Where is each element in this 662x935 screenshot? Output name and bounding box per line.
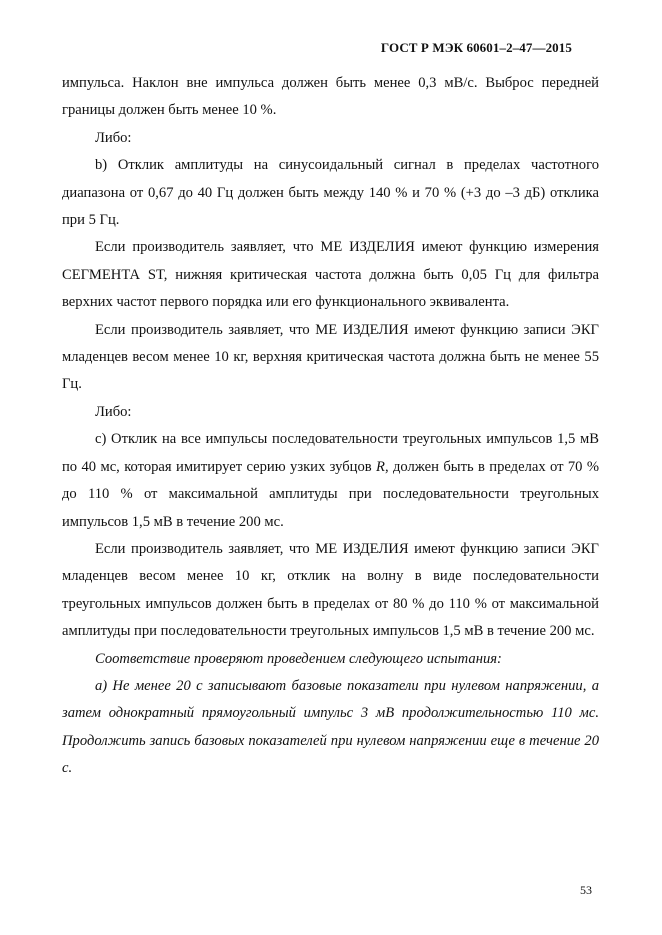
item-c-text-after: , должен быть в пределах от 70 % до 110 % от максимальной амплитуды при последовательности треугольных импульсов 1,5 мВ в течение 200 мс. xyxy=(62,458,599,530)
paragraph-compliance-test: Соответствие проверяют проведением следующего испытания: xyxy=(95,650,502,667)
paragraph-either-2: Либо: xyxy=(95,403,132,420)
paragraph-either-1: Либо: xyxy=(95,129,132,146)
paragraph-pulse-continuation: импульса. Наклон вне импульса должен быть менее 0,3 мВ/с. Выброс передней границы должен быть менее 10 %. xyxy=(62,75,599,119)
standard-code: ГОСТ Р МЭК 60601–2–47—2015 xyxy=(380,40,572,55)
paragraph-item-c xyxy=(62,426,599,536)
item-c-text-before: с) Отклик на все импульсы последовательности треугольных импульсов 1,5 мВ по 40 мс, которая имитирует серию узких зубцов xyxy=(62,431,599,475)
document-body xyxy=(62,70,599,783)
page-number: 53 xyxy=(580,883,592,897)
item-c-r-wave: R xyxy=(376,458,385,475)
paragraph-infant-ecg-1: Если производитель заявляет, что МЕ ИЗДЕЛИЯ имеют функцию записи ЭКГ младенцев весом менее 10 кг, верхняя критическая частота должна быть не менее 55 Гц. xyxy=(62,321,599,393)
paragraph-test-step-a: а) Не менее 20 с записывают базовые показатели при нулевом напряжении, а затем однократный прямоугольный импульс 3 мВ продолжительностью 110 мс. Продолжить запись базовых показателей при нулевом напряжении еще в течение 20 с. xyxy=(62,677,599,777)
document-header xyxy=(381,40,572,56)
paragraph-item-b: b) Отклик амплитуды на синусоидальный сигнал в пределах частотного диапазона от 0,67 до 40 Гц должен быть между 140 % и 70 % (+3 до –3 дБ) отклика при 5 Гц. xyxy=(62,157,599,229)
paragraph-st-segment: Если производитель заявляет, что МЕ ИЗДЕЛИЯ имеют функцию измерения СЕГМЕНТА ST, нижняя критическая частота должна быть 0,05 Гц для фильтра верхних частот первого порядка или его функционального эквивалента. xyxy=(62,239,599,311)
paragraph-infant-ecg-2: Если производитель заявляет, что МЕ ИЗДЕЛИЯ имеют функцию записи ЭКГ младенцев весом менее 10 кг, отклик на волну в виде последовательности треугольных импульсов должен быть в пределах от 80 % до 110 % от максимальной амплитуды при последовательности треугольных импульсов 1,5 мВ в течение 200 мс. xyxy=(62,540,599,640)
